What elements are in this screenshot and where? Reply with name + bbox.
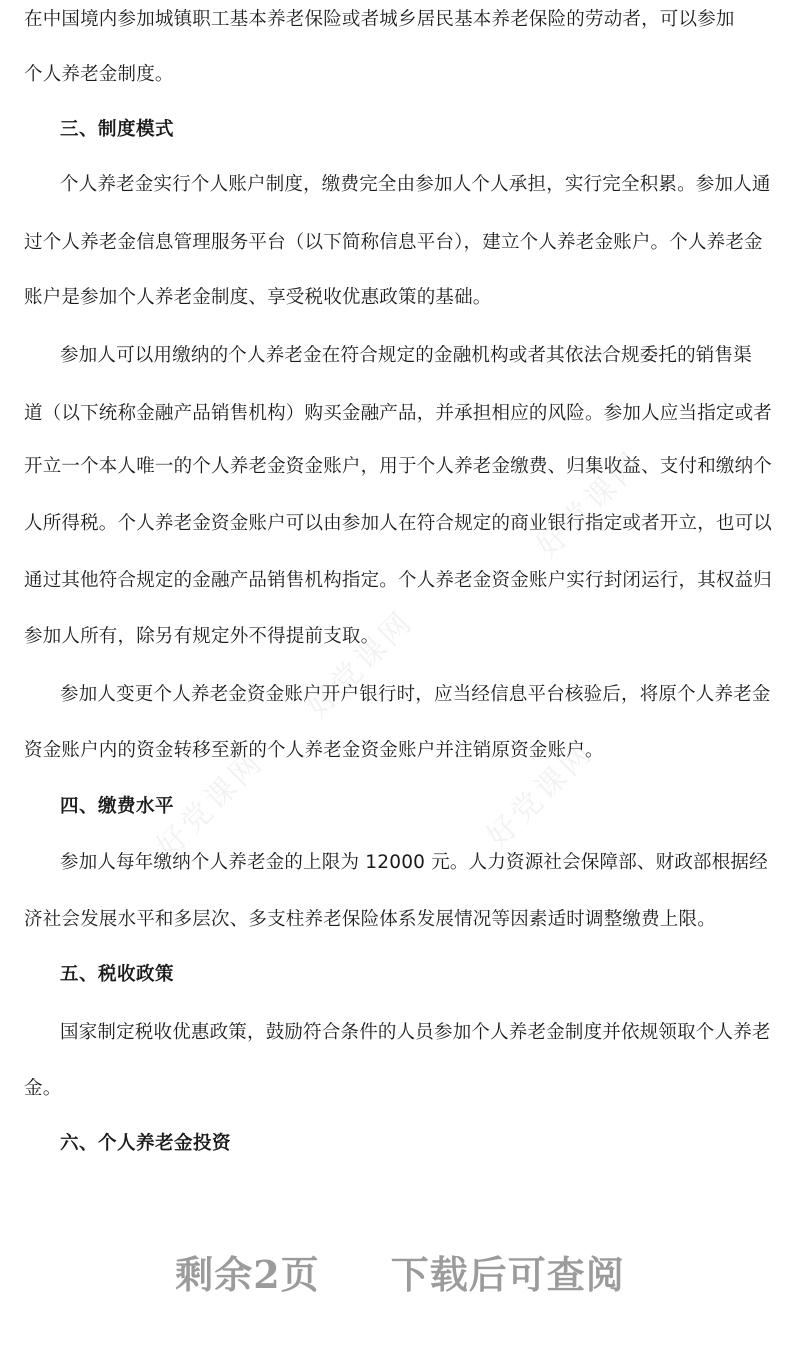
paragraph-line: 参加人所有，除另有规定外不得提前支取。 [24, 626, 380, 647]
download-prompt[interactable] [0, 1244, 800, 1299]
paragraph-line: 开立一个本人唯一的个人养老金资金账户，用于个人养老金缴费、归集收益、支付和缴纳个 [24, 456, 773, 477]
paragraph-line: 金。 [24, 1078, 62, 1099]
watermark: 好党课网 [480, 734, 601, 855]
paragraph-line: 过个人养老金信息管理服务平台（以下简称信息平台），建立个人养老金账户。个人养老金 [24, 232, 763, 253]
paragraph-line: 道（以下统称金融产品销售机构）购买金融产品，并承担相应的风险。参加人应当指定或者 [24, 403, 773, 424]
paragraph-line: 个人养老金制度。 [24, 64, 174, 85]
remaining-pages-label: 剩余2页 [175, 1252, 320, 1297]
paragraph-line: 参加人每年缴纳个人养老金的上限为 12000 元。人力资源社会保障部、财政部根据经 [60, 852, 768, 873]
download-to-view-label: 下载后可查阅 [390, 1252, 625, 1297]
section-heading-3: 三、制度模式 [60, 119, 175, 140]
paragraph-line: 济社会发展水平和多层次、多支柱养老保险体系发展情况等因素适时调整缴费上限。 [24, 909, 716, 930]
paragraph-line: 个人养老金实行个人账户制度，缴费完全由参加人个人承担，实行完全积累。参加人通 [60, 174, 771, 195]
section-heading-5: 五、税收政策 [60, 964, 175, 985]
paragraph-line: 人所得税。个人养老金资金账户可以由参加人在符合规定的商业银行指定或者开立，也可以 [24, 513, 773, 534]
paragraph-line: 参加人可以用缴纳的个人养老金在符合规定的金融机构或者其依法合规委托的销售渠 [60, 345, 752, 366]
watermark: 好党课网 [300, 604, 421, 725]
watermark: 好党课网 [150, 744, 271, 865]
watermark: 好党课网 [530, 444, 651, 565]
paragraph-line: 国家制定税收优惠政策，鼓励符合条件的人员参加个人养老金制度并依规领取个人养老 [60, 1022, 771, 1043]
paragraph-line: 资金账户内的资金转移至新的个人养老金资金账户并注销原资金账户。 [24, 740, 604, 761]
paragraph-line: 通过其他符合规定的金融产品销售机构指定。个人养老金资金账户实行封闭运行，其权益归 [24, 570, 773, 591]
paragraph-line: 在中国境内参加城镇职工基本养老保险或者城乡居民基本养老保险的劳动者，可以参加 [24, 9, 735, 30]
paragraph-line: 账户是参加个人养老金制度、享受税收优惠政策的基础。 [24, 287, 492, 308]
paragraph-line: 参加人变更个人养老金资金账户开户银行时，应当经信息平台核验后，将原个人养老金 [60, 684, 771, 705]
section-heading-4: 四、缴费水平 [60, 796, 175, 817]
section-heading-6: 六、个人养老金投资 [60, 1133, 232, 1154]
